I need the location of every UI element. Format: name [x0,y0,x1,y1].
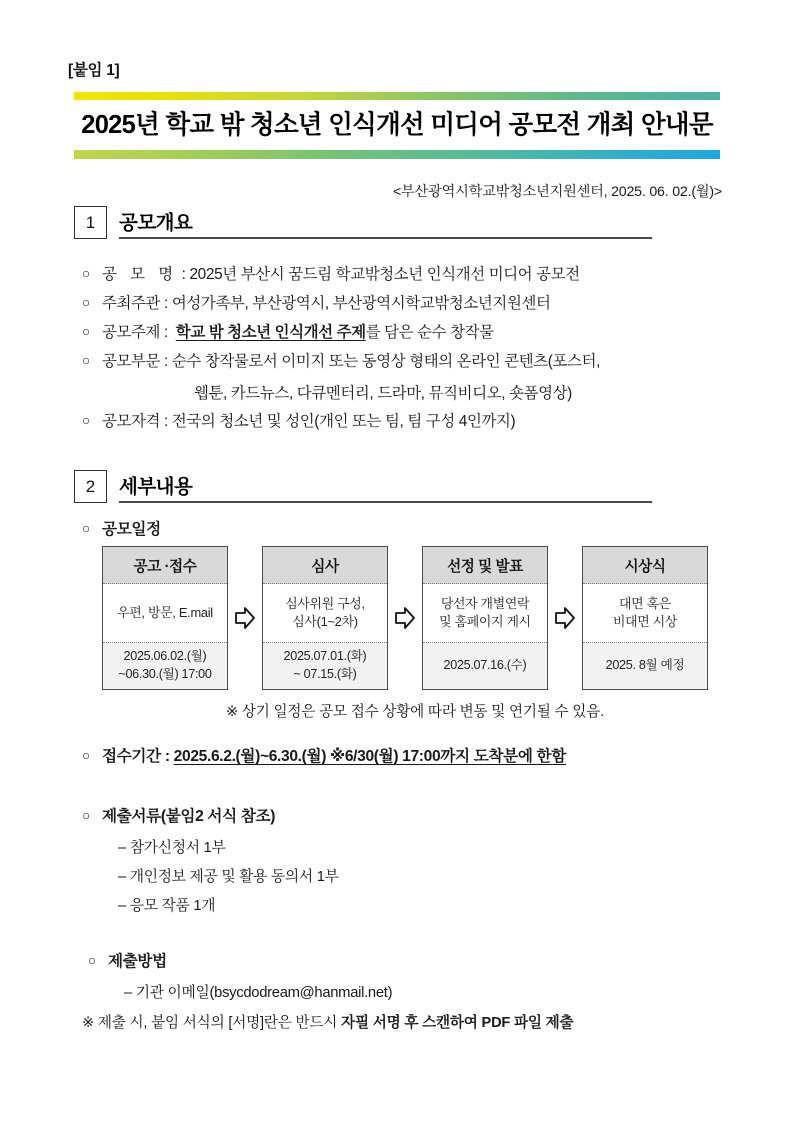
page-title: 2025년 학교 밖 청소년 인식개선 미디어 공모전 개최 안내문 [81,111,713,139]
right-block-arrow-icon-2 [388,607,422,629]
bullet-category-label: 공모부문 [102,353,161,370]
method-item-email: – 기관 이메일(bsycdodream@hanmail.net) [124,985,393,1001]
bullet-name-text: 공 모 명 : 2025년 부산시 꿈드림 학교밖청소년 인식개선 미디어 공모전 [102,266,580,283]
bullet-category-continuation: 웹툰, 카드뉴스, 다큐멘터리, 드라마, 뮤직비디오, 숏폼영상) [194,385,572,402]
bullet-name [82,264,732,286]
schedule-note: ※ 상기 일정은 공모 접수 상황에 따라 변동 및 연기될 수 있음. [226,704,604,720]
circle-bullet-icon: ○ [82,353,90,368]
title-block [74,92,720,159]
flow-box-3-date [423,643,547,689]
gradient-bar-top [74,92,720,100]
circle-bullet-icon: ○ [82,295,90,310]
flow-box-1 [102,546,228,690]
circle-bullet-icon: ○ [82,808,90,823]
subheading-documents-label: 제출서류(붙임2 서식 참조) [102,808,276,825]
circle-bullet-icon: ○ [88,953,96,968]
flow-box-3 [422,546,548,690]
bullet-category [82,351,734,373]
flow-box-3-body [423,584,547,643]
section-title-2: 세부내용 [119,475,193,498]
document-item-2: – 개인정보 제공 및 활용 동의서 1부 [118,869,339,885]
gradient-bar-bottom [74,150,720,159]
schedule-flowchart [102,546,708,690]
attachment-label: [붙임 1] [68,62,120,79]
bullet-theme-rest: 를 담은 순수 창작물 [365,324,494,341]
bullet-theme-text: 공모주제 : 학교 밖 청소년 인식개선 주제를 담은 순수 창작물 [102,324,494,341]
flow-box-2-body-line1: 심사위원 구성, [285,595,365,611]
flow-box-3-body-line1: 당선자 개별연락 [440,595,530,611]
flow-box-3-body-line2: 및 홈페이지 게시 [439,614,531,629]
circle-bullet-icon: ○ [82,748,90,763]
bullet-theme [82,322,732,344]
flow-box-2-body [263,584,387,643]
final-note-prefix: ※ 제출 시, 붙임 서식의 [서명]란은 반드시 [82,1015,342,1031]
subheading-method [88,951,167,974]
bullet-theme-emphasis: 학교 밖 청소년 인식개선 주제 [175,324,366,341]
source-line: <부산광역시학교밖청소년지원센터, 2025. 06. 02.(월)> [392,184,722,200]
bullet-host-text: 주최주관 : 여성가족부, 부산광역시, 부산광역시학교밖청소년지원센터 [102,295,551,312]
flow-box-2-date [263,643,387,689]
flow-box-3-title: 선정 및 발표 [423,547,547,584]
flow-box-2 [262,546,388,690]
document-item-3: – 응모 작품 1개 [118,898,216,914]
flow-box-4-body [583,584,707,643]
bullet-eligibility-label: 공모자격 [102,413,161,430]
right-block-arrow-icon-1 [228,607,262,629]
section-title-underline-2 [119,475,652,503]
section-header-2 [74,470,652,503]
flow-box-1-date-line1: 2025.06.02.(월) [123,649,207,664]
flow-box-4-body-line1: 대면 혹은 [619,595,671,611]
flow-box-2-date-line1: 2025.07.01.(화) [283,649,367,664]
section-title-1: 공모개요 [119,211,193,234]
bullet-host-label: 주최주관 [102,295,161,312]
flow-box-4-title: 시상식 [583,547,707,584]
subheading-method-label: 제출방법 [108,953,167,970]
section-number-1: 1 [74,206,107,239]
bullet-category-text: 공모부문 : 순수 창작물로서 이미지 또는 동영상 형태의 온라인 콘텐츠(포스터, [102,353,601,370]
flow-box-1-title: 공고 ·접수 [103,547,227,584]
flow-box-4-body-line2: 비대면 시상 [612,614,678,629]
circle-bullet-icon: ○ [82,413,90,428]
flow-box-2-date-line2: ~ 07.15.(화) [293,667,357,681]
bullet-name-value: 2025년 부산시 꿈드림 학교밖청소년 인식개선 미디어 공모전 [189,266,580,283]
document-item-1: – 참가신청서 1부 [118,840,226,856]
bullet-period-text: 접수기간 : 2025.6.2.(월)~6.30.(월) ※6/30(월) 17:00까지 도착분에 한함 [102,748,566,765]
final-note-emphasis: 자필 서명 후 스캔하여 PDF 파일 제출 [341,1015,574,1031]
section-title-underline-1 [119,211,652,239]
circle-bullet-icon: ○ [82,324,90,339]
circle-bullet-icon: ○ [82,266,90,281]
flow-box-2-body-line2: 심사(1~2차) [292,614,358,629]
flow-box-4 [582,546,708,690]
flow-box-4-date-line1: 2025. 8월 예정 [605,658,685,673]
bullet-eligibility-text: 공모자격 : 전국의 청소년 및 성인(개인 또는 팀, 팀 구성 4인까지) [102,413,516,430]
bullet-period-label: 접수기간 [102,748,161,765]
bullet-host [82,293,732,315]
section-header-1 [74,206,652,239]
bullet-period-value: 2025.6.2.(월)~6.30.(월) ※6/30(월) 17:00까지 도착분에 한함 [173,748,566,765]
subheading-documents [82,806,275,829]
bullet-host-value: 여성가족부, 부산광역시, 부산광역시학교밖청소년지원센터 [171,295,551,312]
flow-box-2-title: 심사 [263,547,387,584]
right-block-arrow-icon-3 [548,607,582,629]
flow-box-1-body-text: 우편, 방문, E.mail [117,604,213,620]
final-note [82,1011,573,1032]
bullet-category-value: 순수 창작물로서 이미지 또는 동영상 형태의 온라인 콘텐츠(포스터, [171,353,601,370]
subheading-schedule [82,519,161,542]
bullet-name-label: 공 모 명 [102,266,178,283]
section-number-2: 2 [74,470,107,503]
flow-box-1-date-line2: ~06.30.(월) 17:00 [118,667,212,681]
bullet-eligibility [82,411,732,433]
flow-box-1-body [103,584,227,643]
flow-box-1-date [103,643,227,689]
bullet-period [82,746,566,769]
bullet-eligibility-value: 전국의 청소년 및 성인(개인 또는 팀, 팀 구성 4인까지) [171,413,516,430]
flow-box-3-date-line1: 2025.07.16.(수) [443,658,527,673]
subheading-schedule-label: 공모일정 [102,521,161,538]
circle-bullet-icon: ○ [82,521,90,536]
bullet-theme-label: 공모주제 [102,324,161,341]
flow-box-4-date [583,643,707,689]
